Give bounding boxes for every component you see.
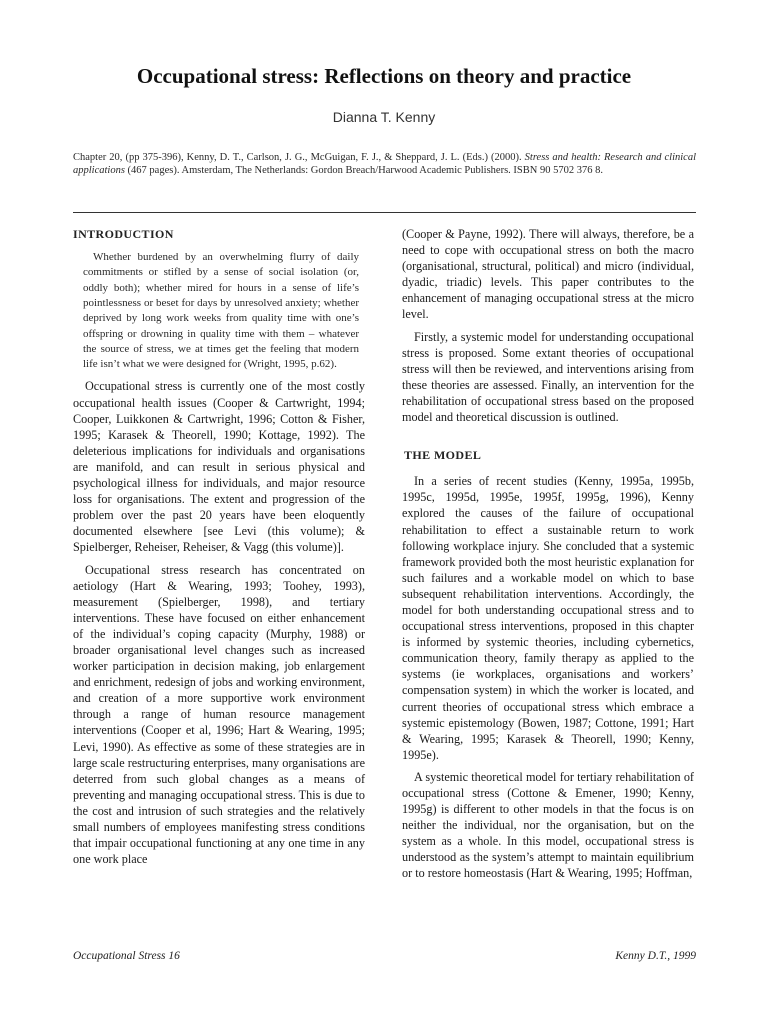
left-column [73, 226, 365, 873]
paragraph: A systemic theoretical model for tertiary rehabilitation of occupational stress (Cottone & Emener, 1990; Kenny, 1995g) is different to other models in that the focus is on neither the individual, nor the organisation, but on the system as a whole. In this model, occupational stress is understood as the system’s attempt to maintain equilibrium or to restore homeostasis (Hart & Wearing, 1995; Hoffman, [402, 769, 694, 881]
paragraph: Occupational stress research has concentrated on aetiology (Hart & Wearing, 1993; Toohey, 1993), measurement (Spielberger, 1998), and tertiary interventions. These have focused on either enhancement of the individual’s coping capacity (Murphy, 1988) or broader organisational level changes such as increased worker participation in decision making, job enlargement and enrichment, redesign of jobs and working environment, and creation of a more supportive work environment through a range of human resource management interventions (Cooper et al, 1996; Hart & Wearing, 1995; Levi, 1990). As effective as some of these strategies are in large scale restructuring enterprises, many organisations are deterred from such global changes as a means of preventing and managing occupational stress. This is due to the cost and intrusion of such strategies and the relatively small numbers of employees manifesting stress conditions that impair occupational functioning at any one time in any one work place [73, 562, 365, 867]
paper-title: Occupational stress: Reflections on theory and practice [136, 64, 632, 88]
paragraph: Occupational stress is currently one of the most costly occupational health issues (Cooper & Cartwright, 1994; Cooper, Luikkonen & Cartwright, 1996; Cotton & Fisher, 1995; Karasek & Theorell, 1990; Kottage, 1992). The deleterious implications for individuals and organisations are manifold, and can result in serious physical and psychological illness for individuals, and major resource loss for organisations. The extent and progression of the problem over the past 20 years have been eloquently documented elsewhere [see Levi (this volume); & Spielberger, Reheiser, Reheiser, & Vagg (this volume)]. [73, 379, 365, 555]
right-column [402, 226, 694, 888]
citation-post: (467 pages). Amsterdam, The Netherlands: Gordon Breach/Harwood Academic Publishers. ISBN 90 5702 376 8. [124, 165, 603, 176]
author-name: Dianna T. Kenny [332, 109, 436, 125]
paragraph: In a series of recent studies (Kenny, 1995a, 1995b, 1995c, 1995d, 1995e, 1995f, 1995g, 1996), Kenny explored the causes of the failure of occupational rehabilitation to effect a sustainable return to work following workplace injury. She concluded that a systemic framework provided both the most heuristic explanation for such failures and a workable model on which to base subsequent rehabilitation interventions. Accordingly, the model for both understanding occupational stress and to occupational stress interventions, proposed in this chapter is informed by systemic theories, including cybernetics, communication theory, family therapy as applied to the systems (ie workplaces, organisations and workers’ compensation system) in which the worker is located, and current theories of occupational stress which embrace a systemic epistemology (Bowen, 1987; Cottone, 1991; Hart & Wearing, 1995; Karasek & Theorell, 1990; Kenny, 1995e). [402, 474, 694, 762]
epigraph-text: Whether burdened by an overwhelming flurry of daily commitments or stifled by a sense of social isolation (or, oddly both); whether mired for hours in a sense of life’s pointlessness or beset for days by unresolved anxiety; whether deprived by long work weeks from quality time with one’s offspring or drowning in quality time with them – whatever the source of stress, we at times get the feeling that modern life isn’t what we were designed for (Wright, 1995, p.62). [83, 251, 359, 371]
footer-author-year: Kenny D.T., 1999 [615, 950, 696, 962]
section-heading-introduction: INTRODUCTION [73, 227, 174, 241]
citation-book-title: Stress and health: Research and clinical applications [73, 152, 696, 176]
citation-pre: Chapter 20, (pp 375-396), Kenny, D. T., Carlson, J. G., McGuigan, F. J., & Sheppard, J. L. (Eds.) (2000). [73, 152, 525, 163]
paragraph: (Cooper & Payne, 1992). There will always, therefore, be a need to cope with occupational stress on both the macro (organisational, structural, political) and micro (individual, dyadic, triadic) levels. This paper contributes to the enhancement of managing occupational stress at the micro level. [402, 227, 694, 322]
section-heading-model: THE MODEL [404, 448, 482, 463]
citation-block [73, 151, 696, 177]
header-divider [73, 212, 696, 213]
epigraph-quote [83, 250, 359, 372]
paragraph: Firstly, a systemic model for understanding occupational stress is proposed. Some extant theories of occupational stress will then be reviewed, and interventions arising from these theories are assessed. Finally, an intervention for the rehabilitation of occupational stress based on the proposed model and theoretical discussion is outlined. [402, 329, 694, 425]
footer-page-label: Occupational Stress 16 [73, 950, 180, 962]
